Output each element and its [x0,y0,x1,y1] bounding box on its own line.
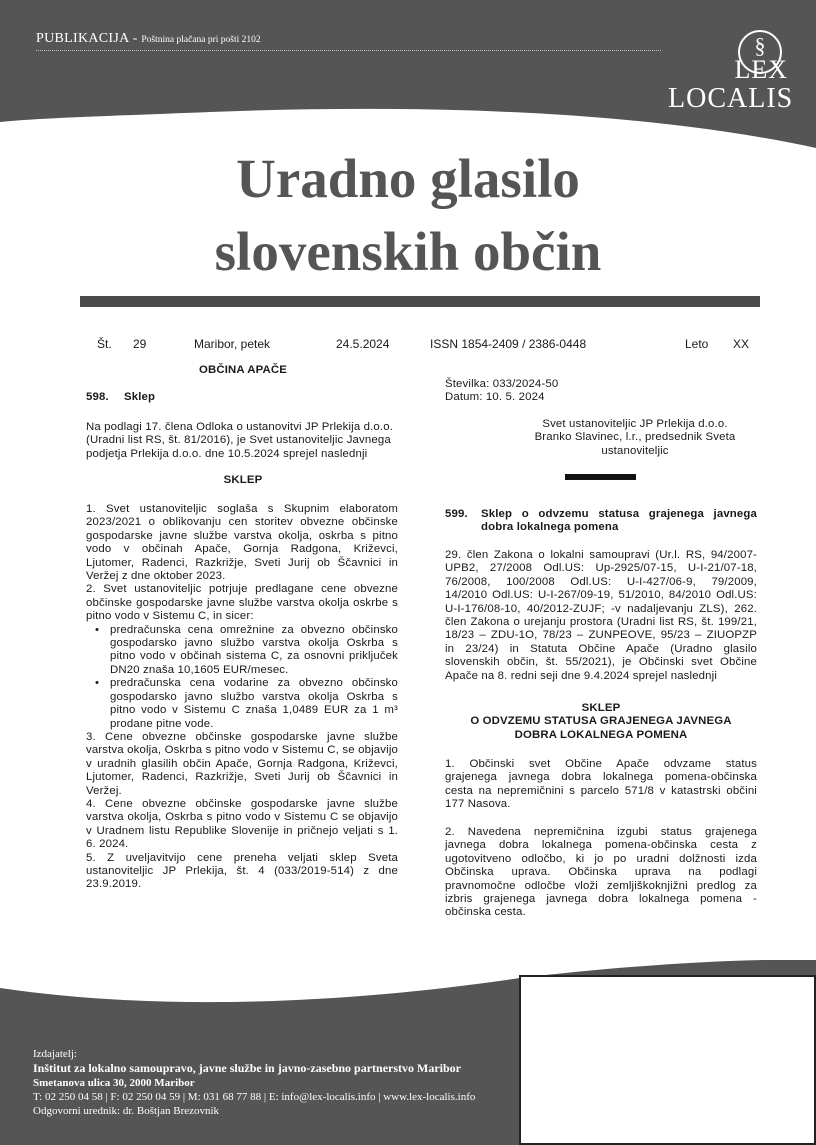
act-599-heading: SKLEP O ODVZEMU STATUSA GRAJENEGA JAVNEGA DOBRA LOKALNEGA POMENA [470,702,732,741]
act-599-paragraph-1: 1. Občinski svet Občine Apače odvzame status grajenega javnega dobra lokalnega pomena-občinska cesta na nepremičnini s parcelo 571/8 v katastrski občini 177 Nasova. [445,758,757,811]
act-598-number: 598. [86,391,109,403]
header-dotted-line [36,50,661,51]
section-sign-icon: § [754,33,766,58]
paragraph-3: 3. Cene obvezne občinske gospodarske javne službe varstva okolja, Oskrba s pitno vodo v Sistemu C, se objavijo v uradnih glasilih občin Apače, Gornja Radgona, Križevci, Ljutomer, Radenci, Razkrižje, Sveti Jurij ob Ščavnici in Veržej. [86,730,398,797]
reference-date: Datum: 10. 5. 2024 [445,391,545,403]
footer-contacts: T: 02 250 04 58 | F: 02 250 04 59 | M: 031 68 77 88 | E: info@lex-localis.info | www.lex-localis.info [33,1091,476,1103]
act-599-number: 599. [445,508,468,520]
issue-place-day: Maribor, petek [194,337,271,351]
title-line-1: Uradno glasilo [236,148,580,209]
act-598-heading: SKLEP [223,474,263,486]
title-line-2: slovenskih občin [214,221,602,282]
footer-editor: Odgovorni urednik: dr. Boštjan Brezovnik [33,1105,220,1117]
act-599-paragraph-2: 2. Navedena nepremičnina izgubi status grajenega javnega dobra lokalnega pomena-občinska cesta z ugotovitveno odločbo, ki jo po uradni dolžnosti izda Občinska uprava. Občinska uprava na podlagi pravnomočne odločbe vloži zemljiškoknjižni predlog za izbris grajenega javnega dobra lokalnega pomena - občinska cesta. [445,826,757,919]
act-599-title: Sklep o odvzemu statusa grajenega javnega dobra lokalnega pomena [481,508,757,534]
list-item: • predračunska cena omrežnine za obvezno občinsko gospodarsko javno službo varstva okolja Oskrba s pitno vodo v občinah sistema C, za osnovni priključek DN20 znaša 10,1605 EUR/mesec. [110,624,398,678]
publication-label: PUBLIKACIJA - Poštnina plačana pri pošti 2102 [36,31,261,46]
issue-year-label: Leto [685,337,709,351]
issue-issn: ISSN 1854-2409 / 2386-0448 [430,337,587,351]
paragraph-4: 4. Cene obvezne občinske gospodarske javne službe varstva okolja, Oskrba s pitno vodo v Sistemu C se objavijo v Uradnem listu Republike Slovenije in pričnejo veljati s 1. 6. 2024. [86,797,398,851]
issue-number-label: Št. [97,337,112,351]
paragraph-2: 2. Svet ustanoviteljic potrjuje predlagane cene obvezne občinske gospodarske javne službe varstva okolja oskrbe s pitno vodo v Sistemu C, in sicer: [86,583,398,623]
signature-rule [565,474,636,480]
municipality-heading: OBČINA APAČE [198,364,288,376]
footer-publisher-label: Izdajatelj: [33,1048,77,1060]
address-label-box [519,975,816,1145]
paragraph-1: 1. Svet ustanoviteljic soglaša s Skupnim elaboratom 2023/2021 o oblikovanju cen storitev obvezne občinske gospodarske javne službe varstva okolja, oskrba s pitno vodo v občinah Apače, Gornja Radgona, Križevci, Ljutomer, Radenci, Razkrižje, Sveti Jurij ob Ščavnici in Veržej z dne oktober 2023. [86,503,398,583]
reference-number: Številka: 033/2024-50 [445,378,559,390]
issue-date: 24.5.2024 [336,337,390,351]
signature-block: Svet ustanoviteljic JP Prlekija d.o.o. Branko Slavinec, l.r., predsednik Sveta ustanoviteljic [534,418,736,457]
logo-localis: LOCALIS [668,83,794,114]
act-598-intro: Na podlagi 17. člena Odloka o ustanovitvi JP Prlekija d.o.o. (Uradni list RS, št. 81/2016), je Svet ustanoviteljic Javnega podjetja Prlekija d.o.o. dne 10.5.2024 sprejel naslednji [86,421,394,460]
list-item: • predračunska cena vodarine za obvezno občinsko gospodarsko javno službo varstva okolja Oskrba s pitno vodo v Sistemu C znaša 1,0489 EUR za 1 m³ prodane pitne vode. [110,677,398,731]
issue-number: 29 [133,337,147,351]
act-598-body [86,503,398,892]
price-list [86,624,398,731]
footer-address: Smetanova ulica 30, 2000 Maribor [33,1077,195,1089]
title-rule [80,296,760,307]
act-599-intro: 29. člen Zakona o lokalni samoupravi (Ur.l. RS, 94/2007- UPB2, 27/2008 Odl.US: Up-2925/07-15, U-I-21/07-18, 76/2008, 100/2008 Odl.US: U-I-427/06-9, 79/2009, 14/2010 Odl.US: U-I-267/09-19, 51/2010, 84/2010 Odl.US: U-I-176/08-10, 40/2012-ZUJF; -v nadaljevanju ZLS), 262. člen Zakona o urejanju prostora (Uradni list RS, št. 199/21, 18/23 – ZDU-1O, 78/23 – ZUNPEOVE, 95/23 – ZIUOPZP in 23/24) in Statuta Občine Apače (Uradno glasilo slovenskih občin, št. 55/2021), je Občinski svet Občine Apače na 8. redni seji dne 9.4.2024 sprejel naslednji [445,549,757,682]
logo-lex: LEX [734,55,788,84]
footer-publisher: Inštitut za lokalno samoupravo, javne službe in javno-zasebno partnerstvo Maribor [33,1061,462,1075]
paragraph-5: 5. Z uveljavitvijo cene preneha veljati sklep Sveta ustanoviteljic JP Prlekija, št. 4 (033/2019-514) z dne 23.9.2019. [86,851,398,891]
act-598-title: Sklep [124,391,156,403]
issue-year: XX [733,337,750,351]
